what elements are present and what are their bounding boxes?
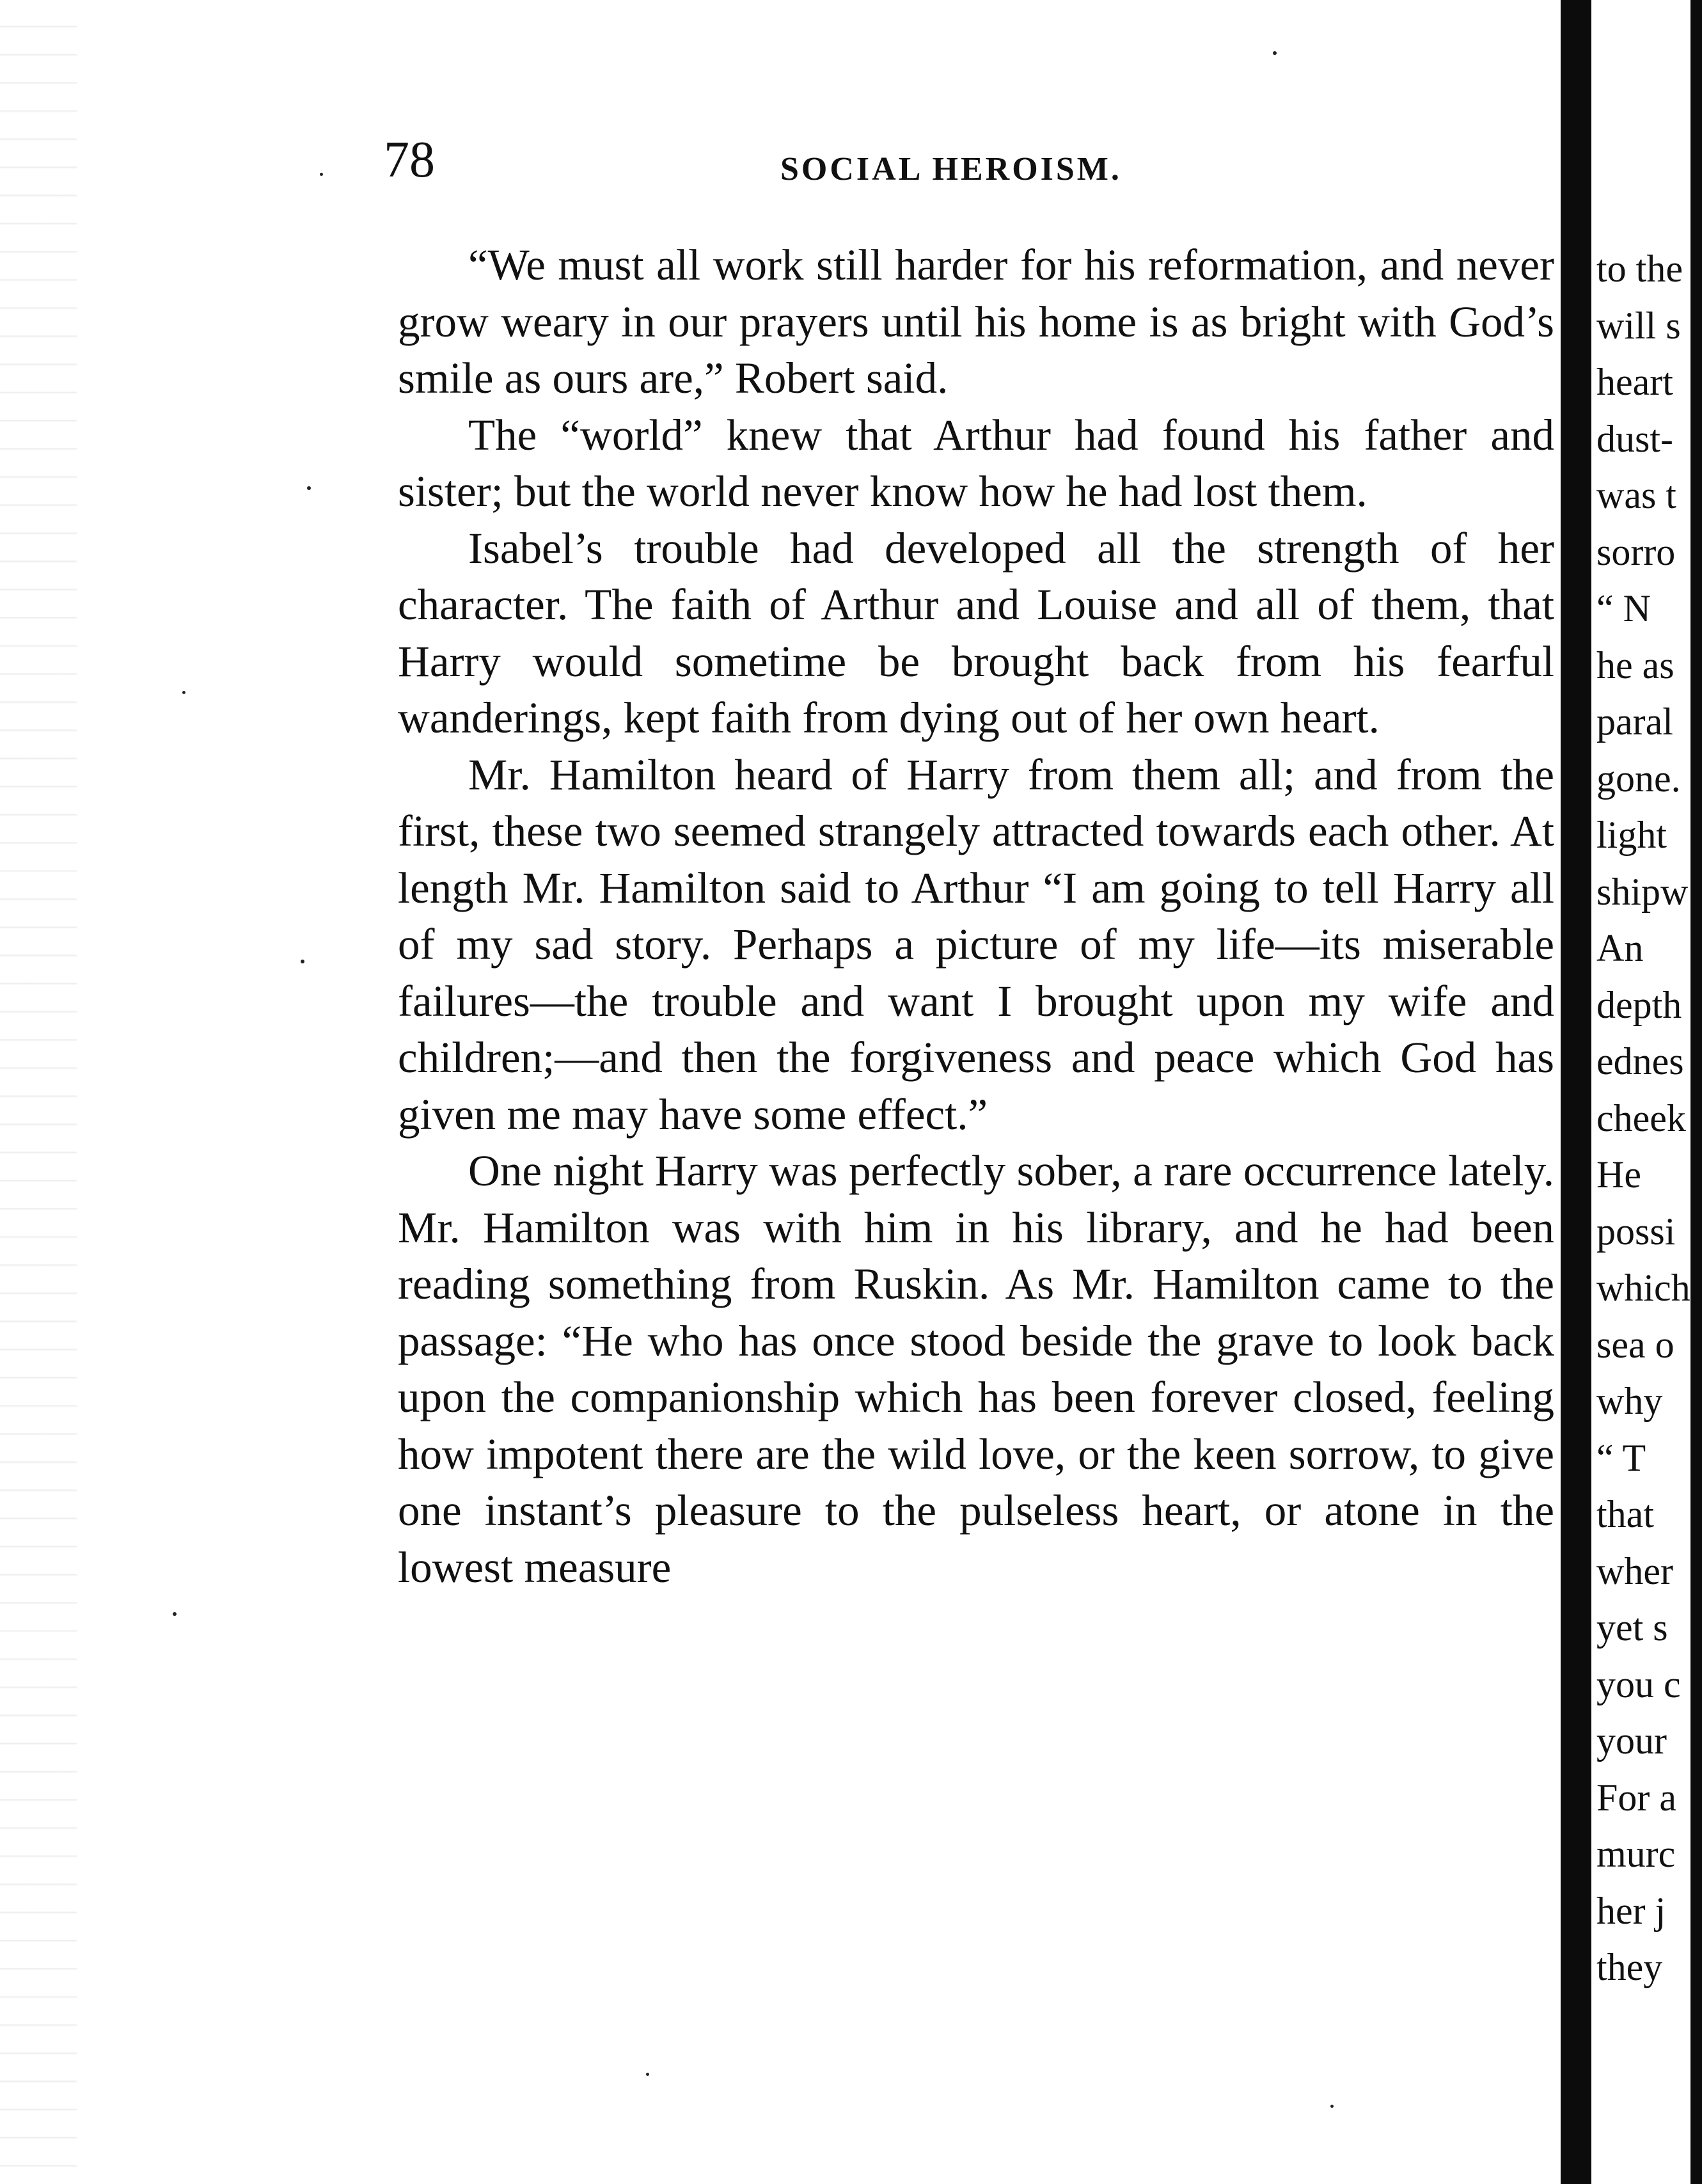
facing-page-line: heart — [1596, 361, 1673, 403]
facing-page-line: they — [1596, 1946, 1663, 1988]
facing-page-line: cheek — [1596, 1096, 1686, 1139]
facing-page-line: He — [1596, 1153, 1641, 1196]
facing-page-line: yet s — [1596, 1606, 1668, 1649]
page-edge-speckle — [0, 0, 77, 2184]
facing-page-line: light — [1596, 814, 1667, 856]
book-page-right-fragment — [1591, 0, 1702, 2184]
facing-page-line: you c — [1596, 1663, 1681, 1705]
facing-page-line: which — [1596, 1267, 1690, 1309]
scan-speck — [301, 960, 304, 963]
facing-page-line: possi — [1596, 1210, 1676, 1253]
facing-page-line: murc — [1596, 1833, 1676, 1875]
facing-page-line: wher — [1596, 1549, 1673, 1592]
paragraph-5: One night Harry was perfectly sober, a rare occurrence lately. Mr. Hamilton was with him in his library, and he had been reading something from Ruskin. As Mr. Hamilton came to the passage: “He who has once stood beside the grave to look back upon the companionship which has been forever closed, feeling how impotent there are the wild love, or the keen sorrow, to give one instant’s pleasure to the pulseless heart, or atone in the lowest measure — [398, 1146, 1554, 1592]
scan-speck — [1330, 2105, 1334, 2108]
facing-page-line: that — [1596, 1493, 1654, 1535]
facing-page-line: why — [1596, 1380, 1663, 1422]
facing-page-line: “ T — [1596, 1436, 1646, 1479]
facing-page-line: will s — [1596, 304, 1681, 347]
paragraph-1: “We must all work still harder for his reformation, and never grow weary in our prayers until his home is as bright with God’s smile as ours are,” Robert said. — [398, 241, 1554, 402]
paragraph-4: Mr. Hamilton heard of Harry from them all; and from the first, these two seemed strangely attracted towards each other. At length Mr. Hamilton said to Arthur “I am going to tell Harry all of my sad story. Perhaps a picture of my life—its miserable failures—the trouble and want I brought upon my wife and children;—and then the forgiveness and peace which God has given me may have some effect.” — [398, 750, 1554, 1139]
facing-page-line: sorro — [1596, 530, 1676, 573]
page-header — [384, 132, 1599, 195]
page-number: 78 — [384, 132, 435, 188]
paragraph-3: Isabel’s trouble had developed all the strength of her character. The faith of Arthur and Louise and all of them, that Harry would sometime be brought back from his fearful wanderings, kept faith from dying out of her own heart. — [398, 523, 1554, 742]
right-edge-shadow — [1690, 0, 1702, 2184]
scan-speck — [1273, 51, 1277, 55]
facing-page-line: he as — [1596, 644, 1674, 686]
facing-page-line: sea o — [1596, 1323, 1674, 1366]
scan-speck — [182, 691, 185, 694]
facing-page-line: depth — [1596, 983, 1682, 1026]
facing-page-line: shipw — [1596, 870, 1689, 913]
paragraph-2: The “world” knew that Arthur had found his father and sister; but the world never know how he had lost them. — [398, 410, 1554, 516]
facing-page-text — [1596, 241, 1690, 1996]
facing-page-line: For a — [1596, 1776, 1676, 1819]
facing-page-line: “ N — [1596, 587, 1651, 629]
scan-speck — [320, 173, 323, 176]
scan-speck — [307, 486, 311, 490]
running-head: SOCIAL HEROISM. — [780, 151, 1122, 187]
facing-page-line: your — [1596, 1720, 1667, 1762]
facing-page-line: dust- — [1596, 417, 1673, 460]
facing-page-line: paral — [1596, 700, 1673, 743]
scan-speck — [646, 2073, 649, 2076]
facing-page-line: ednes — [1596, 1040, 1684, 1082]
facing-page-line: her j — [1596, 1889, 1666, 1932]
body-text — [398, 237, 1554, 1595]
facing-page-line: to the — [1596, 248, 1683, 290]
facing-page-line: was t — [1596, 474, 1676, 516]
facing-page-line: gone. — [1596, 757, 1681, 800]
scan-speck — [173, 1612, 177, 1616]
facing-page-line: An — [1596, 927, 1644, 969]
book-gutter — [1561, 0, 1591, 2184]
